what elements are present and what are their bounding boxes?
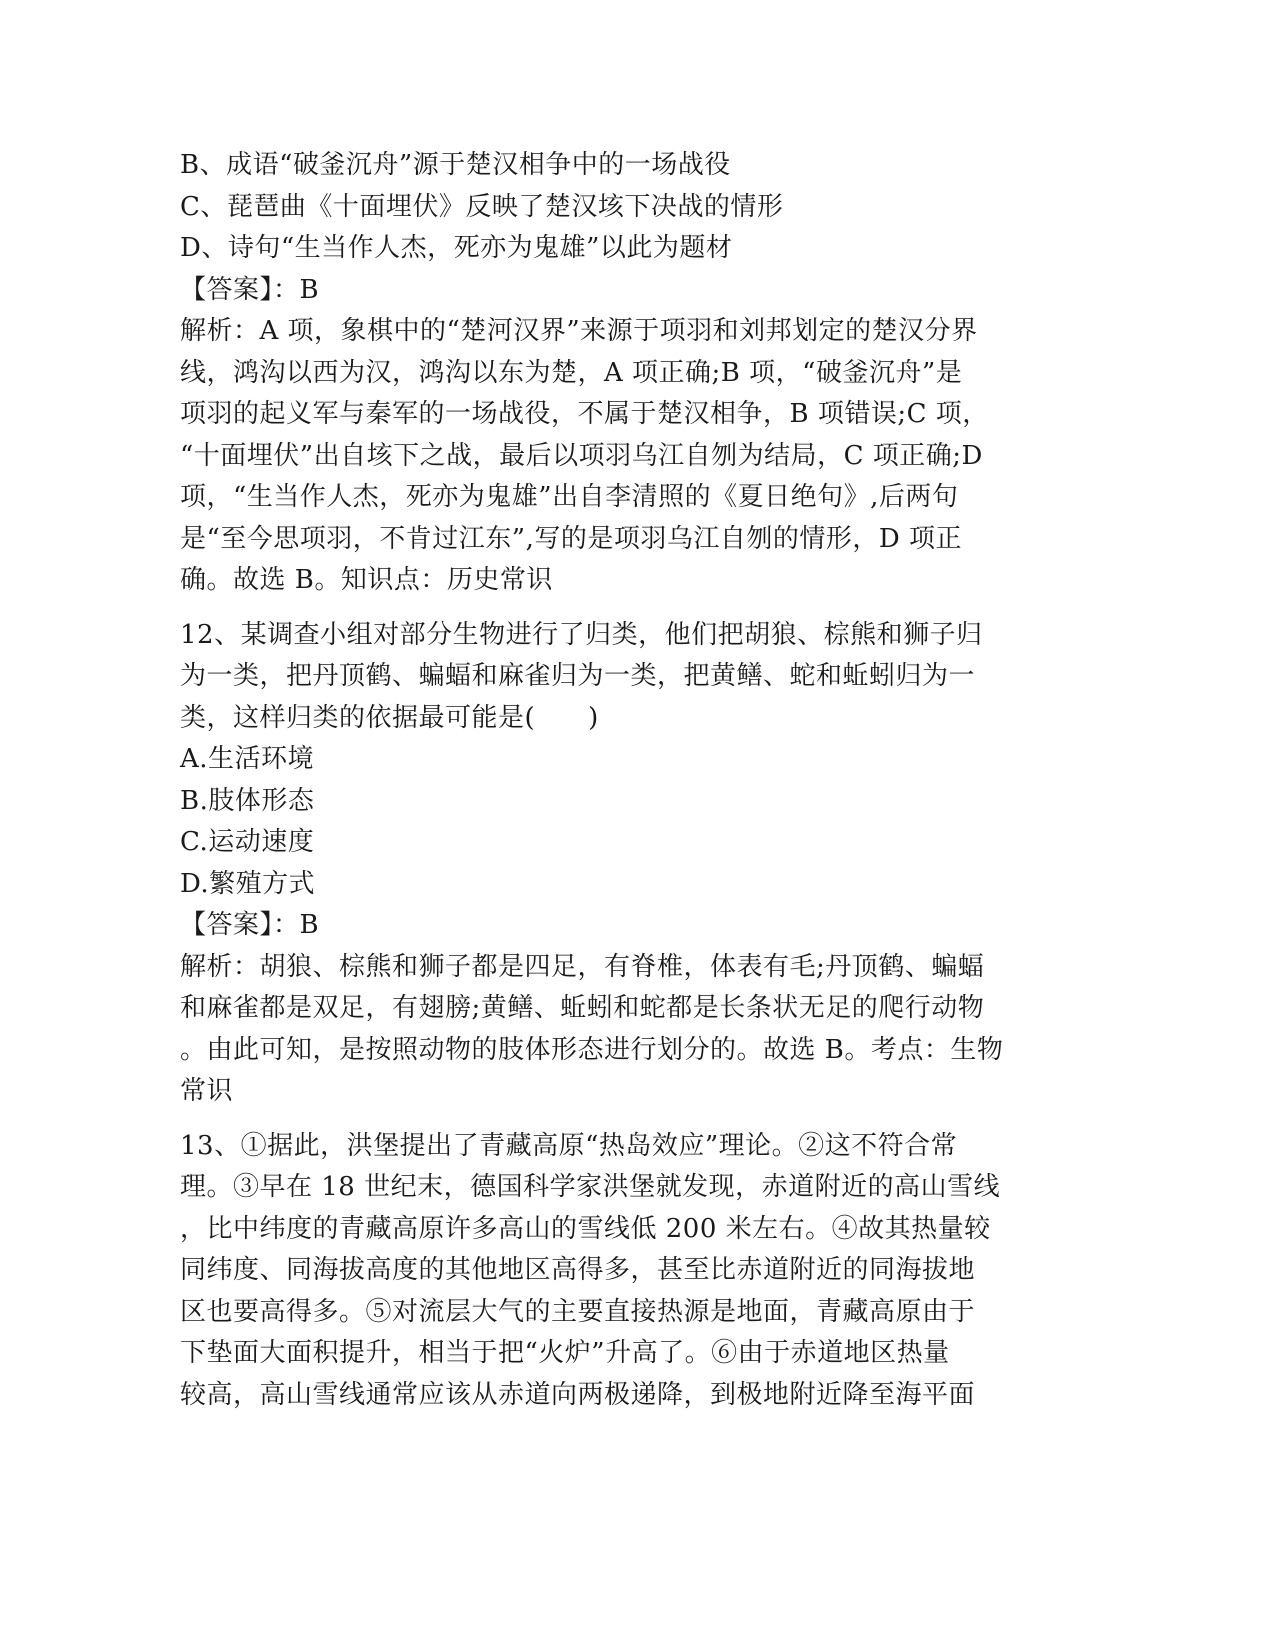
q13-stem-line: 同纬度、同海拔高度的其他地区高得多，甚至比赤道附近的同海拔地	[180, 1255, 976, 1285]
q11-option-b: B、成语“破釜沉舟”源于楚汉相争中的一场战役	[180, 150, 731, 180]
q11-explanation-line: 线，鸿沟以西为汉，鸿沟以东为楚，A 项正确;B 项，“破釜沉舟”是	[180, 357, 963, 388]
q11-explanation-line: 确。故选 B。知识点：历史常识	[180, 565, 553, 595]
q11-explanation-line: 项羽的起义军与秦军的一场战役，不属于楚汉相争，B 项错误;C 项，	[180, 399, 989, 429]
q11-explanation	[180, 311, 1060, 602]
q13-stem-line: ，比中纬度的青藏高原许多高山的雪线低 200 米左右。④故其热量较	[180, 1213, 991, 1244]
q13-stem-line: 13、①据此，洪堡提出了青藏高原“热岛效应”理论。②这不符合常	[180, 1130, 958, 1161]
question-spacer	[180, 602, 1060, 615]
q11-explanation-line: 是“至今思项羽，不肯过江东”,写的是项羽乌江自刎的情形，D 项正	[180, 523, 962, 554]
q12-explanation-line: 解析：胡狼、棕熊和狮子都是四足，有脊椎，体表有毛;丹顶鹤、蝙蝠	[180, 951, 985, 982]
q11-option-c: C、琵琶曲《十面埋伏》反映了楚汉垓下决战的情形	[180, 191, 784, 222]
q12-explanation	[180, 947, 1060, 1113]
q11-explanation-line: 解析：A 项，象棋中的“楚河汉界”来源于项羽和刘邦划定的楚汉分界	[180, 316, 978, 346]
q12-option-c: C.运动速度	[180, 827, 315, 857]
q13-stem-line: 区也要高得多。⑤对流层大气的主要直接热源是地面，青藏高原由于	[180, 1296, 976, 1327]
q11-explanation-line: 项，“生当作人杰，死亦为鬼雄”出自李清照的《夏日绝句》,后两句	[180, 482, 959, 512]
q13-stem-line: 下垫面大面积提升，相当于把“火炉”升高了。⑥由于赤道地区热量	[180, 1338, 950, 1368]
q12-explanation-line: 。由此可知，是按照动物的肢体形态进行划分的。故选 B。考点：生物	[180, 1034, 1004, 1065]
question-spacer	[180, 1113, 1060, 1126]
q13-stem-line: 较高，高山雪线通常应该从赤道向两极递降，到极地附近降至海平面	[180, 1379, 976, 1410]
q12-explanation-line: 常识	[180, 1076, 234, 1106]
q12-stem	[180, 615, 1060, 740]
q13-stem-line: 理。③早在 18 世纪末，德国科学家洪堡就发现，赤道附近的高山雪线	[180, 1172, 1001, 1202]
q11-answer: 【答案】：B	[180, 274, 320, 305]
question-11	[180, 145, 1060, 602]
question-12	[180, 615, 1060, 1113]
q12-stem-line: 12、某调查小组对部分生物进行了归类，他们把胡狼、棕熊和狮子归	[180, 619, 983, 650]
q12-answer: 【答案】：B	[180, 910, 320, 940]
q13-stem	[180, 1126, 1060, 1417]
question-13	[180, 1126, 1060, 1417]
q12-option-a: A.生活环境	[180, 744, 315, 774]
q12-stem-line: 为一类，把丹顶鹤、蝙蝠和麻雀归为一类，把黄鳝、蛇和蚯蚓归为一	[180, 661, 976, 691]
q11-option-d: D、诗句“生当作人杰，死亦为鬼雄”以此为题材	[180, 233, 733, 263]
q12-stem-line: 类，这样归类的依据最可能是( )	[180, 702, 599, 733]
q12-option-d: D.繁殖方式	[180, 868, 316, 899]
q12-option-b: B.肢体形态	[180, 785, 315, 816]
q12-explanation-line: 和麻雀都是双足，有翅膀;黄鳝、蚯蚓和蛇都是长条状无足的爬行动物	[180, 993, 985, 1023]
q11-explanation-line: “十面埋伏”出自垓下之战，最后以项羽乌江自刎为结局，C 项正确;D	[180, 440, 983, 471]
document-content	[180, 145, 1060, 1416]
